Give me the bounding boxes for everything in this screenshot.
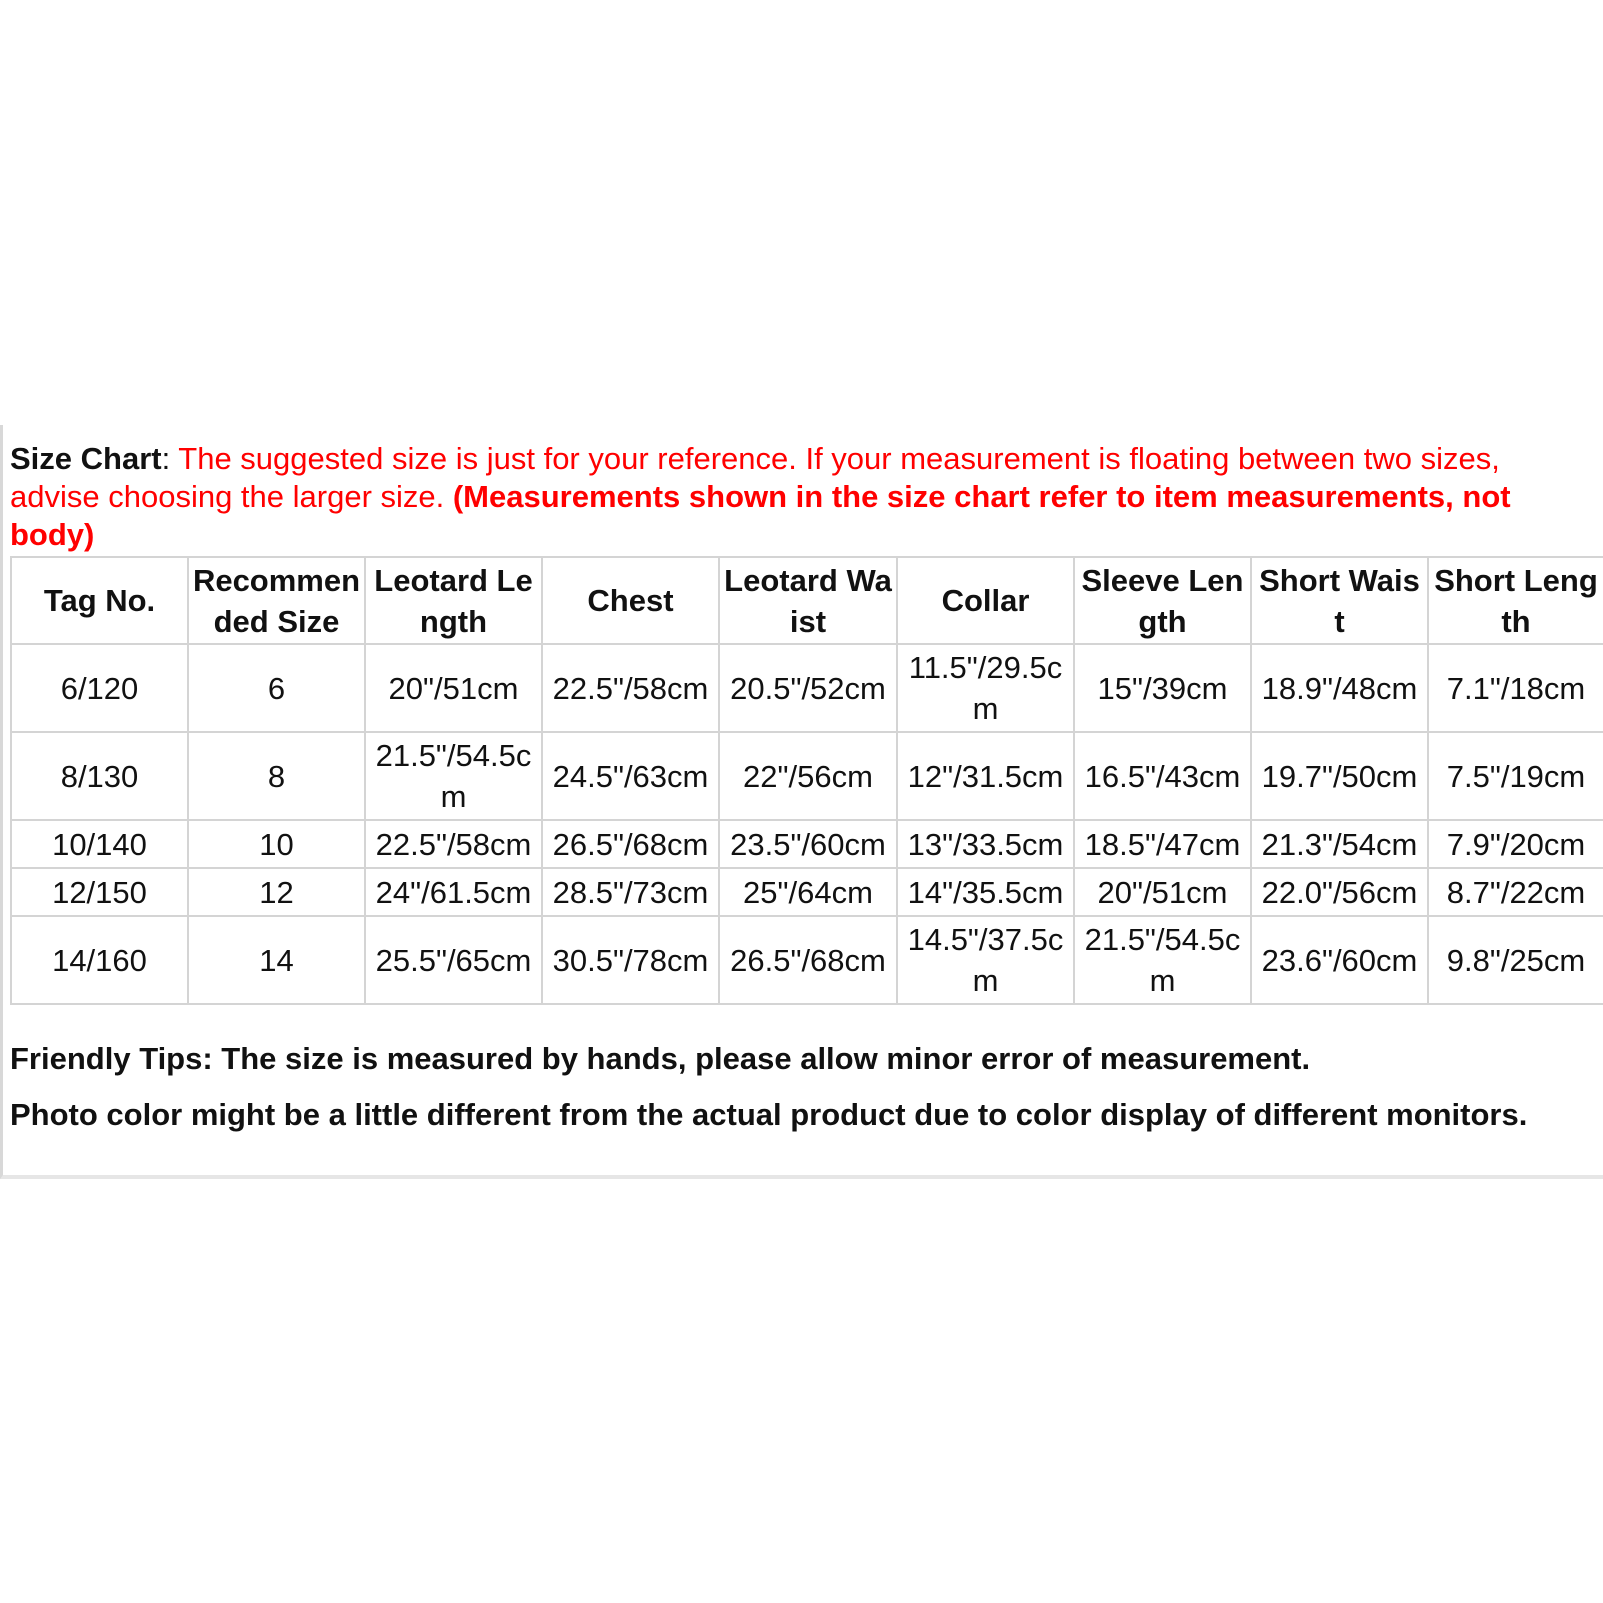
table-cell: 20"/51cm — [365, 644, 542, 732]
table-cell: 13"/33.5cm — [897, 820, 1074, 868]
table-cell: 12/150 — [11, 868, 188, 916]
table-row — [11, 732, 1603, 820]
table-cell: 22"/56cm — [719, 732, 897, 820]
size-table — [10, 556, 1603, 1005]
column-header: Collar — [897, 557, 1074, 644]
table-cell: 7.9"/20cm — [1428, 820, 1603, 868]
table-row — [11, 868, 1603, 916]
column-header: Leotard Waist — [719, 557, 897, 644]
measurement-note: (Measurements shown in the size chart refer to item measurements, not body) — [10, 479, 1511, 552]
table-cell: 20"/51cm — [1074, 868, 1251, 916]
table-cell: 18.9"/48cm — [1251, 644, 1428, 732]
table-cell: 14 — [188, 916, 365, 1004]
column-header: Recommended Size — [188, 557, 365, 644]
table-cell: 21.5"/54.5cm — [1074, 916, 1251, 1004]
table-cell: 21.5"/54.5cm — [365, 732, 542, 820]
table-cell: 6 — [188, 644, 365, 732]
table-cell: 18.5"/47cm — [1074, 820, 1251, 868]
table-cell: 23.6"/60cm — [1251, 916, 1428, 1004]
size-chart-intro — [10, 440, 1595, 554]
column-header: Chest — [542, 557, 719, 644]
column-header: Short Waist — [1251, 557, 1428, 644]
table-cell: 12 — [188, 868, 365, 916]
table-cell: 26.5"/68cm — [542, 820, 719, 868]
table-cell: 24.5"/63cm — [542, 732, 719, 820]
table-cell: 20.5"/52cm — [719, 644, 897, 732]
table-row — [11, 820, 1603, 868]
friendly-tips: Friendly Tips: The size is measured by hands, please allow minor error of measurement. — [10, 1041, 1311, 1076]
table-cell: 24"/61.5cm — [365, 868, 542, 916]
column-header: Tag No. — [11, 557, 188, 644]
table-cell: 10 — [188, 820, 365, 868]
column-header: Sleeve Length — [1074, 557, 1251, 644]
table-cell: 14.5"/37.5cm — [897, 916, 1074, 1004]
table-cell: 22.0"/56cm — [1251, 868, 1428, 916]
table-cell: 25"/64cm — [719, 868, 897, 916]
table-cell: 25.5"/65cm — [365, 916, 542, 1004]
table-cell: 9.8"/25cm — [1428, 916, 1603, 1004]
table-cell: 7.1"/18cm — [1428, 644, 1603, 732]
column-header: Short Length — [1428, 557, 1603, 644]
table-cell: 19.7"/50cm — [1251, 732, 1428, 820]
label-colon: : — [161, 441, 179, 476]
table-cell: 30.5"/78cm — [542, 916, 719, 1004]
table-cell: 10/140 — [11, 820, 188, 868]
table-cell: 7.5"/19cm — [1428, 732, 1603, 820]
table-cell: 8.7"/22cm — [1428, 868, 1603, 916]
table-cell: 22.5"/58cm — [365, 820, 542, 868]
table-cell: 14/160 — [11, 916, 188, 1004]
table-cell: 23.5"/60cm — [719, 820, 897, 868]
table-cell: 6/120 — [11, 644, 188, 732]
size-chart-label: Size Chart — [10, 441, 162, 476]
table-cell: 16.5"/43cm — [1074, 732, 1251, 820]
table-cell: 12"/31.5cm — [897, 732, 1074, 820]
table-cell: 22.5"/58cm — [542, 644, 719, 732]
table-cell: 8/130 — [11, 732, 188, 820]
column-header: Leotard Length — [365, 557, 542, 644]
photo-color-tip: Photo color might be a little different from the actual product due to color display of different monitors. — [10, 1097, 1528, 1132]
table-cell: 21.3"/54cm — [1251, 820, 1428, 868]
table-cell: 15"/39cm — [1074, 644, 1251, 732]
table-row — [11, 916, 1603, 1004]
table-cell: 26.5"/68cm — [719, 916, 897, 1004]
table-cell: 28.5"/73cm — [542, 868, 719, 916]
table-cell: 14"/35.5cm — [897, 868, 1074, 916]
size-note: The suggested size is just for your reference. If your measurement is floating between two sizes, advise choosing the larger size. — [10, 441, 1500, 514]
table-cell: 8 — [188, 732, 365, 820]
table-cell: 11.5"/29.5cm — [897, 644, 1074, 732]
table-row — [11, 644, 1603, 732]
table-header-row — [11, 557, 1603, 644]
